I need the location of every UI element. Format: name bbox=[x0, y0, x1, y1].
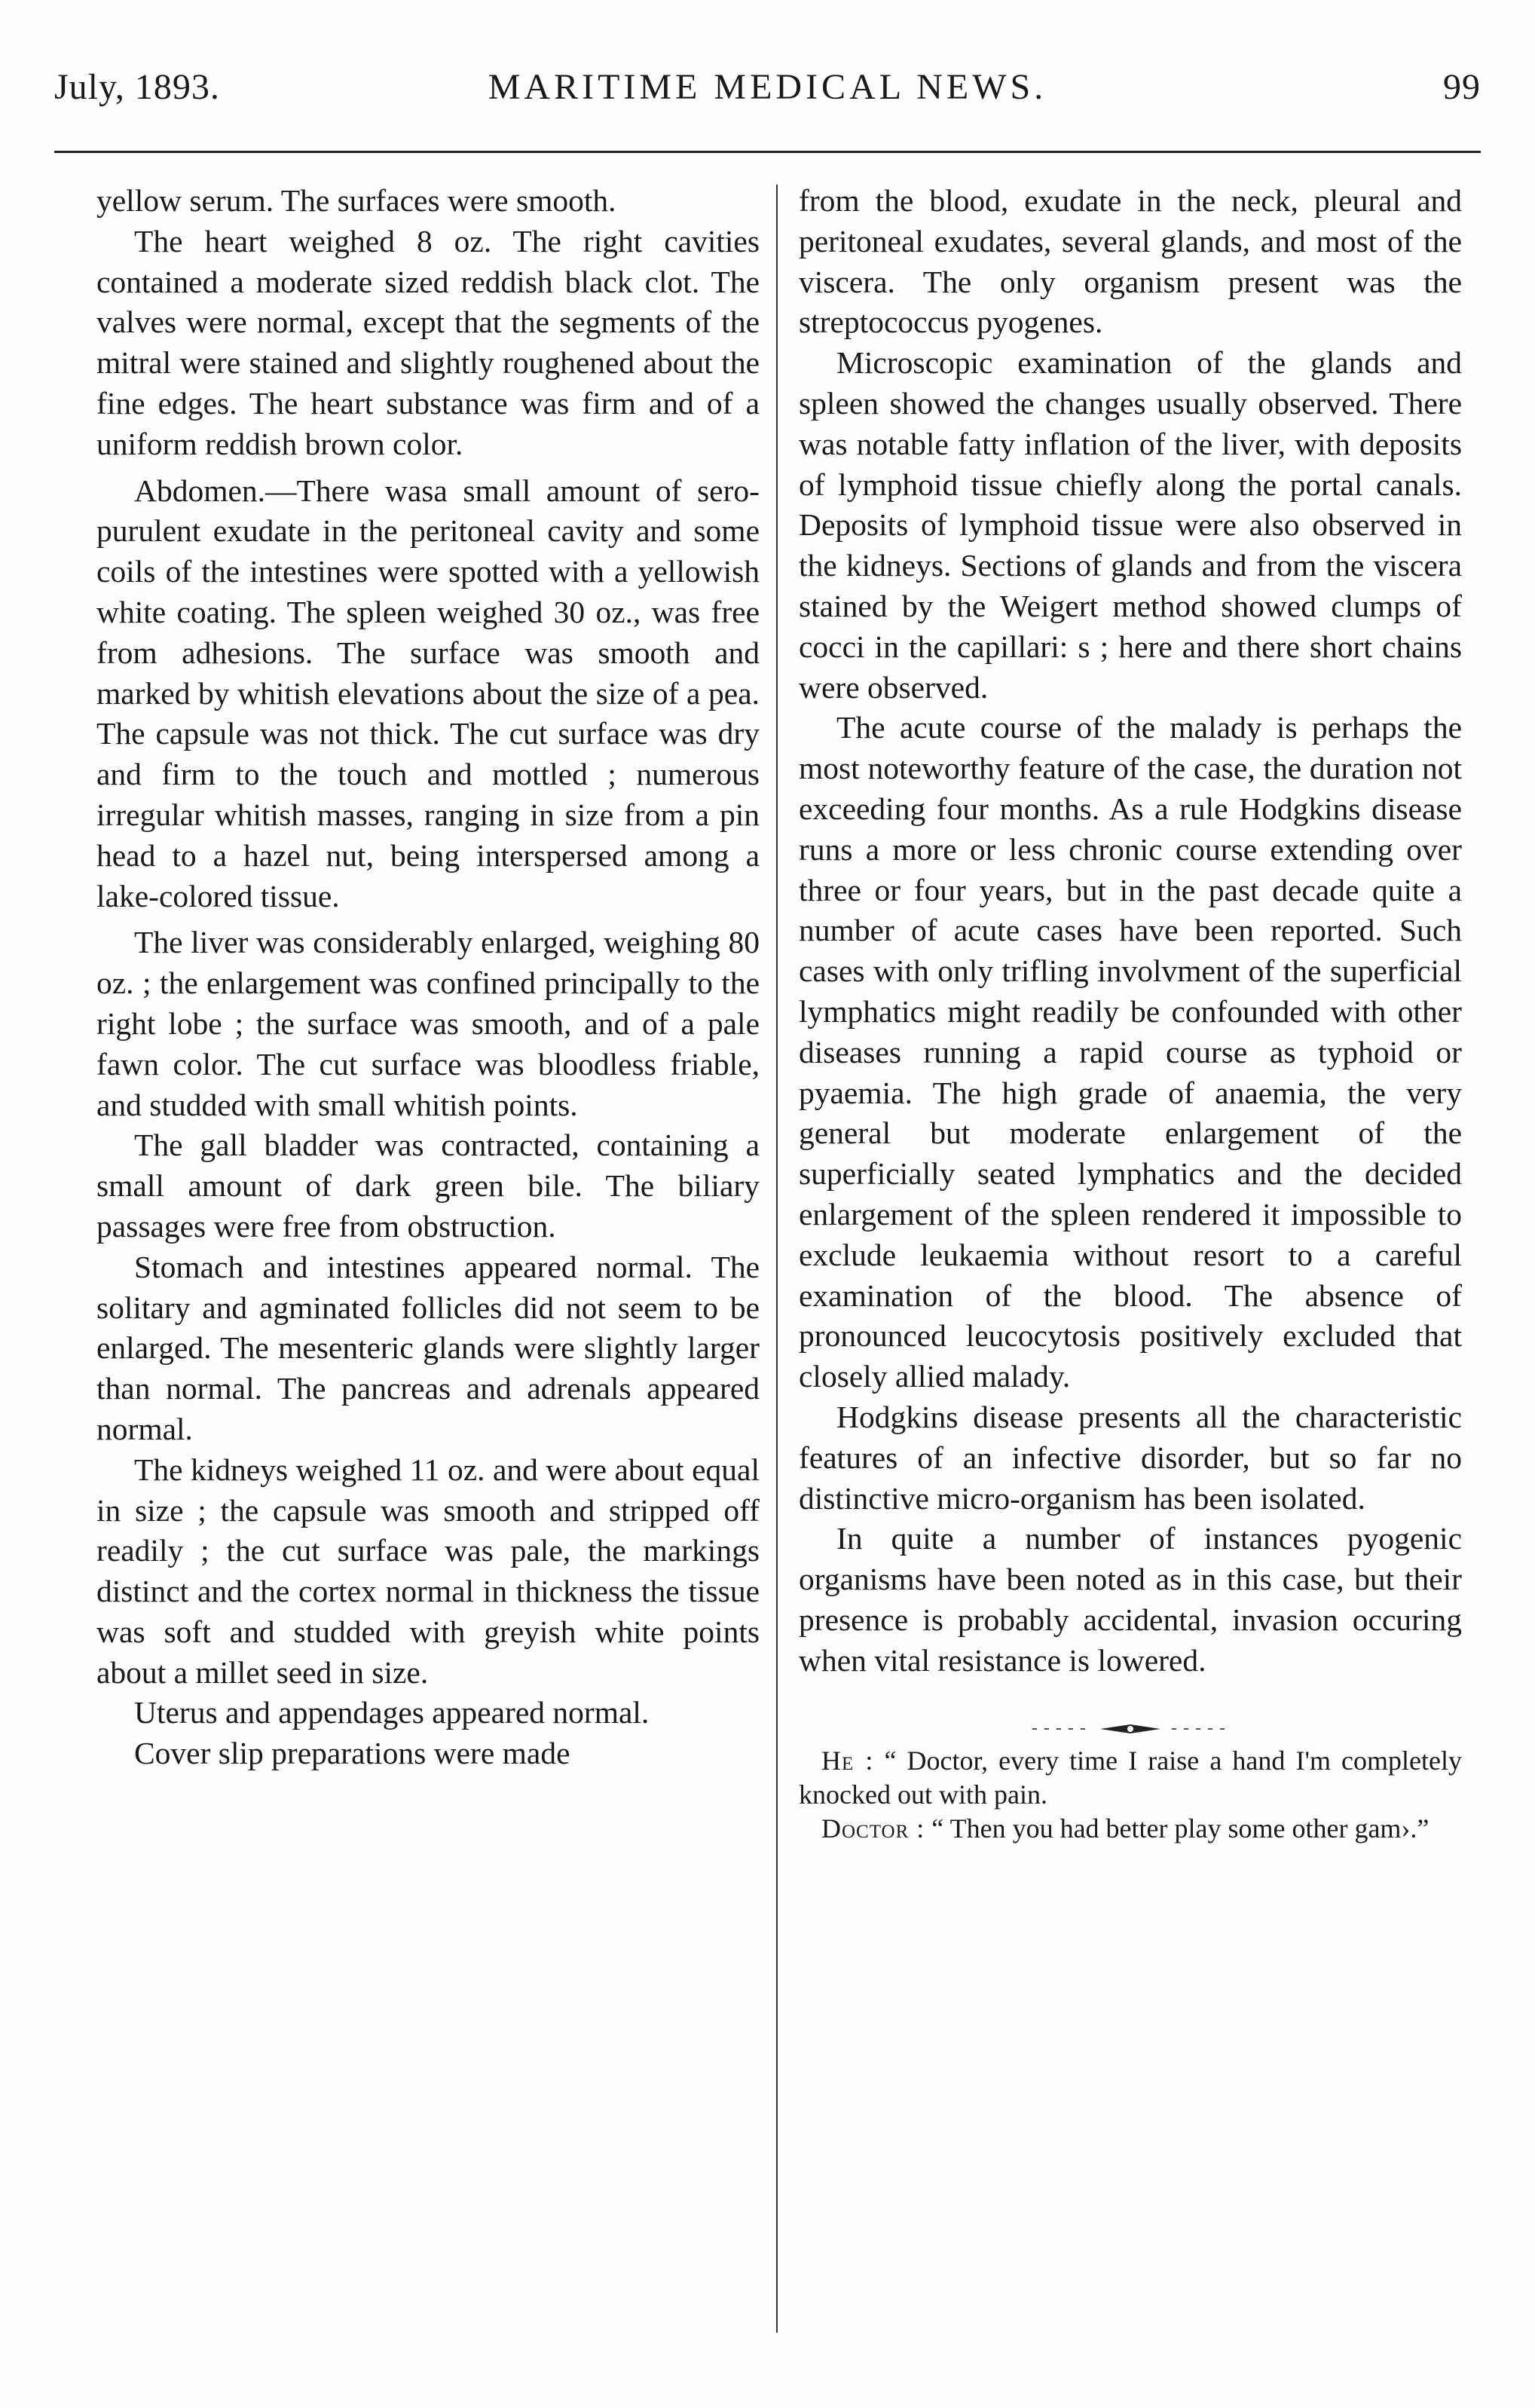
section-ornament bbox=[799, 1706, 1462, 1724]
paragraph: Microscopic examination of the glands and spleen showed the changes usually observed. There was notable fatty inflation of the liver, with deposits of lymphoid tissue chiefly along the portal canals. Deposits of lymphoid tissue were also observed in the kidneys. Sections of glands and from the viscera stained by the Weigert method showed clumps of cocci in the capillari: s ; here and there short chains were observed. bbox=[799, 345, 1462, 705]
paragraph: The acute course of the malady is perhaps the most noteworthy feature of the case, the duration not exceeding four months. As a rule Hodgkins disease runs a more or less chronic course extending over three or four years, but in the past decade quite a number of acute cases have been reported. Such cases with only trifling involvment of the superficial lymphatics might readily be confounded with other diseases running a rapid course as typhoid or pyaemia. The high grade of anaemia, the very general but moderate enlargement of the superficially seated lymphatics and the decided enlargement of the spleen rendered it impossible to exclude leukaemia without resort to a careful examination of the blood. The absence of pronounced leucocytosis positively excluded that closely allied malady. bbox=[799, 710, 1462, 1394]
joke-line-he bbox=[799, 1744, 1462, 1812]
filler-joke bbox=[799, 1744, 1462, 1846]
paragraph: The heart weighed 8 oz. The right cavities contained a moderate sized reddish black clot. The valves were normal, except that the segments of the mitral were stained and slightly roughened about the fine edges. The heart substance was firm and of a uniform reddish brown color. bbox=[96, 223, 760, 461]
paragraph: The gall bladder was contracted, containing a small amount of dark green bile. The biliary passages were free from obstruction. bbox=[96, 1128, 760, 1244]
paragraph: The liver was considerably enlarged, weighing 80 oz. ; the enlargement was confined principally to the right lobe ; the surface was smooth, and of a pale fawn color. The cut surface was bloodless friable, and studded with small whitish points. bbox=[96, 925, 760, 1122]
issue-date: July, 1893. bbox=[54, 67, 220, 107]
speaker-label: Doctor : bbox=[821, 1813, 925, 1844]
header-rule bbox=[54, 151, 1481, 153]
paragraph: Uterus and appendages appeared normal. bbox=[134, 1695, 650, 1730]
speaker-line: “ Doctor, every time I raise a hand I'm completely knocked out with pain. bbox=[799, 1746, 1462, 1810]
paragraph: Stomach and intestines appeared normal. The solitary and agminated follicles did not seem to be enlarged. The mesenteric glands were slightly larger than normal. The pancreas and adrenals appeared normal. bbox=[96, 1249, 760, 1446]
left-column bbox=[96, 181, 760, 1774]
running-head bbox=[54, 66, 1481, 127]
page-number: 99 bbox=[1443, 67, 1481, 107]
joke-line-doctor bbox=[799, 1812, 1462, 1846]
journal-title: MARITIME MEDICAL NEWS. bbox=[488, 67, 1047, 107]
paragraph: Hodgkins disease presents all the characteristic features of an infective disorder, but so far no distinctive micro-organism has been isolated. bbox=[799, 1399, 1462, 1516]
paragraph: Cover slip preparations were made bbox=[134, 1736, 570, 1771]
paragraph: The kidneys weighed 11 oz. and were about equal in size ; the capsule was smooth and stripped off readily ; the cut surface was pale, the markings distinct and the cortex normal in thickness the tissue was soft and studded with greyish white points about a millet seed in size. bbox=[96, 1452, 760, 1690]
speaker-line: “ Then you had better play some other gam›.” bbox=[931, 1813, 1430, 1844]
paragraph: from the blood, exudate in the neck, pleural and peritoneal exudates, several glands, and most of the viscera. The only organism present was the streptococcus pyogenes. bbox=[799, 183, 1462, 340]
ornament-divider-icon bbox=[1017, 1721, 1243, 1736]
paragraph: yellow serum. The surfaces were smooth. bbox=[96, 183, 616, 218]
paragraph: In quite a number of instances pyogenic organisms have been noted as in this case, but their presence is probably accidental, invasion occuring when vital resistance is lowered. bbox=[799, 1521, 1462, 1678]
speaker-label: He : bbox=[821, 1746, 874, 1776]
right-column bbox=[799, 181, 1462, 1846]
paragraph: Abdomen.—There wasa small amount of sero-purulent exudate in the peritoneal cavity and some coils of the intestines were spotted with a yellowish white coating. The spleen weighed 30 oz., was free from adhesions. The surface was smooth and marked by whitish elevations about the size of a pea. The capsule was not thick. The cut surface was dry and firm to the touch and mottled ; numerous irregular whitish masses, ranging in size from a pin head to a hazel nut, being interspersed among a lake-colored tissue. bbox=[96, 473, 760, 913]
column-rule bbox=[776, 185, 778, 2333]
